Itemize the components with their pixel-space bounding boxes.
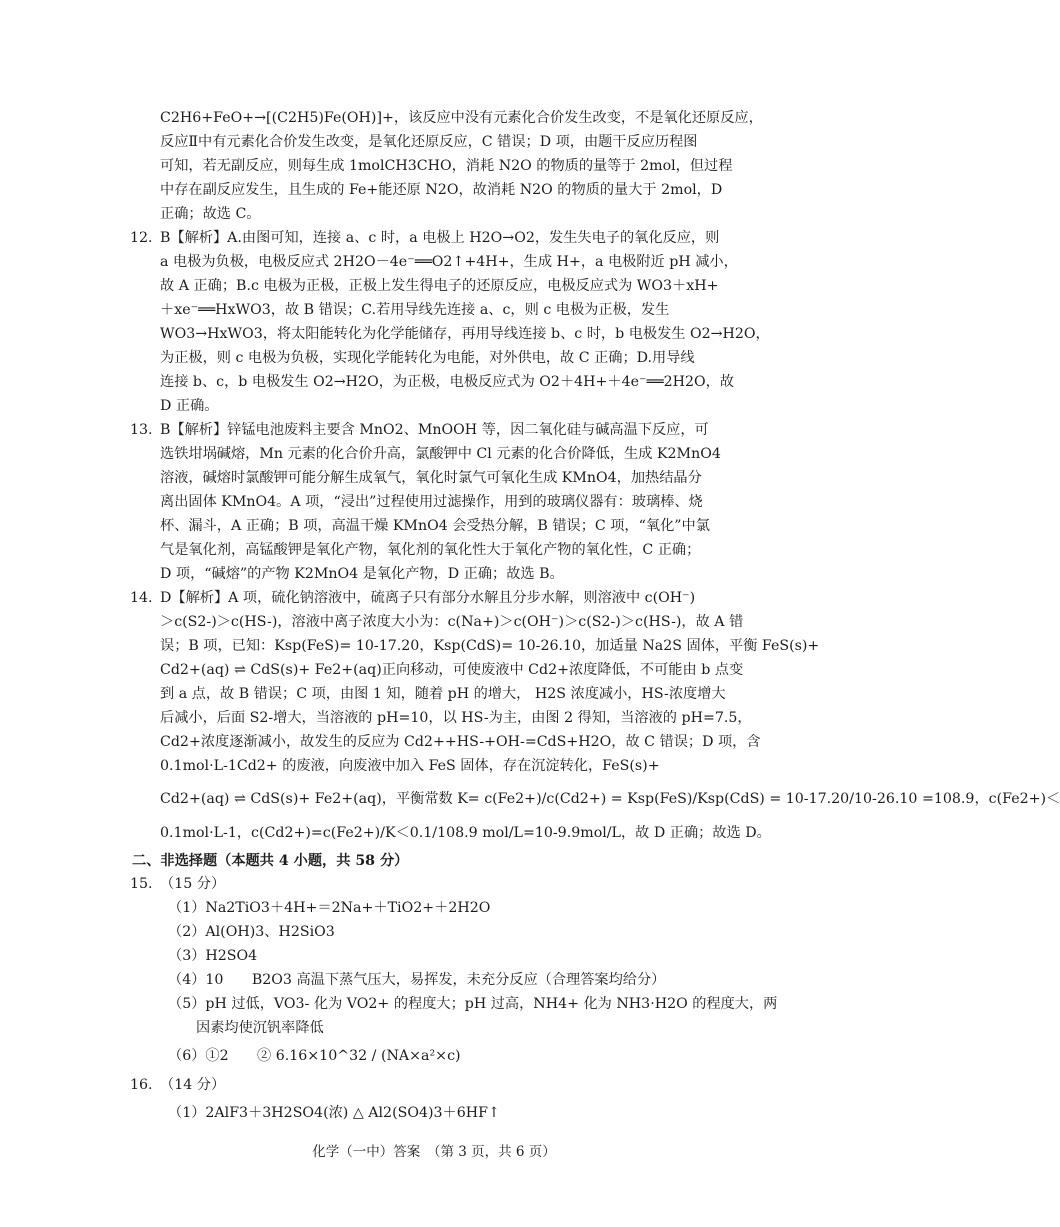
text-line: a 电极为负极，电极反应式 2H2O－4e⁻══O2↑+4H+，生成 H+，a 电极附近 pH 减小， (160, 254, 738, 270)
answer-item: （3）H2SO4 (168, 948, 258, 964)
text-line: 0.1mol·L-1Cd2+ 的废液，向废液中加入 FeS 固体，存在沉淀转化，FeS(s)+ (160, 758, 660, 774)
text-line: Cd2+浓度逐渐减小，故发生的反应为 Cd2++HS-+OH-=CdS+H2O，故 C 错误；D 项，含 (160, 734, 761, 750)
text-line: 可知，若无副反应，则每生成 1molCH3CHO，消耗 N2O 的物质的量等于 2mol，但过程 (160, 158, 733, 174)
answer-item: （1）2AlF3＋3H2SO4(浓) △ Al2(SO4)3＋6HF↑ (168, 1105, 500, 1121)
question-number: 12. (130, 230, 153, 246)
text-line: B【解析】锌锰电池废料主要含 MnO2、MnOOH 等，因二氧化硅与碱高温下反应，可 (160, 422, 709, 438)
text-line: 选铁坩埚碱熔，Mn 元素的化合价升高，氯酸钾中 Cl 元素的化合价降低，生成 K2MnO4 (160, 446, 721, 462)
text-line: ＋xe⁻══HxWO3，故 B 错误；C.若用导线先连接 a、c，则 c 电极为正极，发生 (160, 302, 670, 318)
question-score: （15 分） (160, 876, 226, 892)
text-line: 误；B 项，已知：Ksp(FeS)= 10-17.20，Ksp(CdS)= 10-26.10，加适量 Na2S 固体，平衡 FeS(s)+ (160, 638, 820, 654)
text-line: 连接 b、c，b 电极发生 O2→H2O，为正极，电极反应式为 O2＋4H+＋4e⁻══2H2O，故 (160, 374, 735, 390)
text-line: 杯、漏斗，A 正确；B 项，高温干燥 KMnO4 会受热分解，B 错误；C 项，“氧化”中氯 (160, 518, 710, 534)
question-number: 16. (130, 1077, 153, 1093)
text-line: 离出固体 KMnO4。A 项，“浸出”过程使用过滤操作，用到的玻璃仪器有：玻璃棒、烧 (160, 494, 703, 510)
text-line: 到 a 点，故 B 错误；C 项，由图 1 知，随着 pH 的增大， H2S 浓度减小，HS-浓度增大 (160, 686, 726, 702)
text-line: B【解析】A.由图可知，连接 a、c 时，a 电极上 H2O→O2，发生失电子的氧化反应，则 (160, 230, 720, 246)
text-line: 气是氧化剂，高锰酸钾是氧化产物，氧化剂的氧化性大于氧化产物的氧化性，C 正确； (160, 542, 701, 558)
text-line: 反应Ⅱ中有元素化合价发生改变，是氧化还原反应，C 错误；D 项，由题干反应历程图 (160, 134, 698, 150)
text-line: 为正极，则 c 电极为负极，实现化学能转化为电能，对外供电，故 C 正确；D.用导线 (160, 350, 695, 366)
question-number: 14. (130, 590, 153, 606)
text-line: ＞c(S2-)＞c(HS-)，溶液中离子浓度大小为：c(Na+)＞c(OH⁻)＞c(S2-)＞c(HS-)，故 A 错 (160, 614, 744, 630)
text-line: C2H6+FeO+→[(C2H5)Fe(OH)]+，该反应中没有元素化合价发生改变，不是氧化还原反应， (160, 110, 763, 126)
text-line-equilibrium: Cd2+(aq) ⇌ CdS(s)+ Fe2+(aq)，平衡常数 K= c(Fe2+)/c(Cd2+) = Ksp(FeS)/Ksp(CdS) = 10-17.20/10-26.10 =108.9，c(Fe2+)＜ (160, 791, 1060, 807)
text-line: 后减小，后面 S2-增大，当溶液的 pH=10，以 HS-为主，由图 2 得知，当溶液的 pH=7.5， (160, 710, 752, 726)
text-line: 故 A 正确；B.c 电极为正极，正极上发生得电子的还原反应，电极反应式为 WO3＋xH+ (160, 278, 719, 294)
page-footer: 化学（一中）答案 （第 3 页，共 6 页） (312, 1144, 556, 1160)
answer-item: （4）10 B2O3 高温下蒸气压大，易挥发，未充分反应（合理答案均给分） (168, 972, 666, 988)
answer-item: （1）Na2TiO3＋4H+＝2Na+＋TiO2+＋2H2O (168, 900, 491, 916)
text-line: D 项，“碱熔”的产物 K2MnO4 是氧化产物，D 正确；故选 B。 (160, 566, 564, 582)
answer-item: （6）①2 ② 6.16×10^32 / (NA×a²×c) (168, 1048, 461, 1064)
text-line: 中存在副反应发生，且生成的 Fe+能还原 N2O，故消耗 N2O 的物质的量大于 2mol，D (160, 182, 723, 198)
question-number: 15. (130, 876, 153, 892)
text-line: Cd2+(aq) ⇌ CdS(s)+ Fe2+(aq)正向移动，可使废液中 Cd2+浓度降低，不可能由 b 点变 (160, 662, 744, 678)
text-line: WO3→HxWO3，将太阳能转化为化学能储存，再用导线连接 b、c 时，b 电极发生 O2→H2O， (160, 326, 770, 342)
text-line: D【解析】A 项，硫化钠溶液中，硫离子只有部分水解且分步水解，则溶液中 c(OH⁻) (160, 590, 696, 606)
answer-item: （5）pH 过低，VO3- 化为 VO2+ 的程度大；pH 过高，NH4+ 化为 NH3·H2O 的程度大，两 (168, 996, 778, 1012)
section-heading: 二、非选择题（本题共 4 小题，共 58 分） (132, 853, 409, 869)
text-line: 正确；故选 C。 (160, 206, 261, 222)
text-line: 0.1mol·L-1，c(Cd2+)=c(Fe2+)/K＜0.1/108.9 mol/L=10-9.9mol/L，故 D 正确；故选 D。 (160, 825, 771, 841)
text-line: 溶液，碱熔时氯酸钾可能分解生成氧气，氧化时氯气可氧化生成 KMnO4，加热结晶分 (160, 470, 702, 486)
answer-item: 因素均使沉钒率降低 (196, 1020, 324, 1036)
answer-item: （2）Al(OH)3、H2SiO3 (168, 924, 335, 940)
text-line: D 正确。 (160, 398, 219, 414)
question-score: （14 分） (160, 1077, 226, 1093)
question-number: 13. (130, 422, 153, 438)
